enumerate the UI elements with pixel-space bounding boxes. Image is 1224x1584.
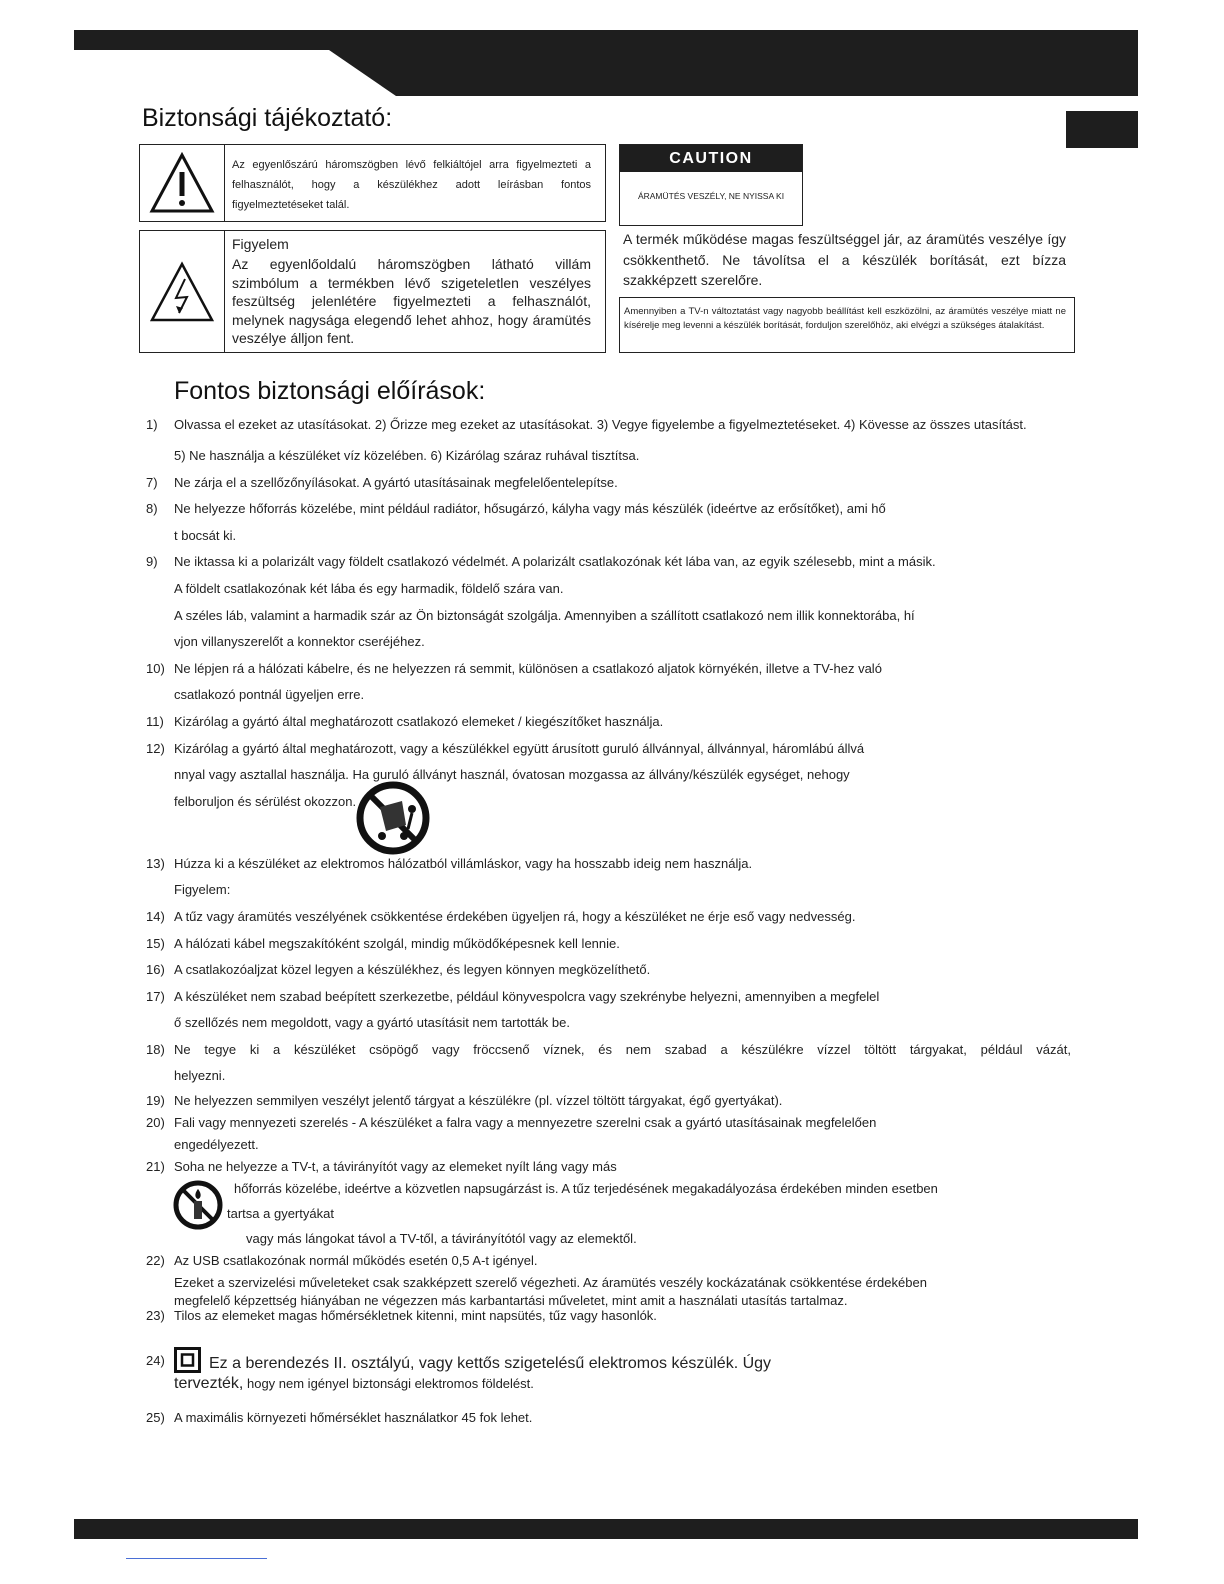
- exclamation-warning-text: Az egyenlőszárú háromszögben lévő felkiáltójel arra figyelmezteti a felhasználót, hogy a készülékhez adott leírásban fontos figyelmeztetéseket talál.: [232, 159, 591, 211]
- list-item: [146, 1250, 1071, 1272]
- item-continuation: Figyelem:: [174, 882, 231, 898]
- cart-tip-over-icon: [356, 781, 430, 855]
- high-voltage-text: A termék működése magas feszültséggel jár, az áramütés veszélye így csökkenthető. Ne távolítsa el a készülék borítását, ezt bízza szakképzett szerelőre.: [623, 231, 1066, 288]
- modification-note-text: Amennyiben a TV-n változtatást vagy nagyobb beállítást kell eszközölni, az áramütés veszélye miatt ne kísérelje meg levenni a készülék borítását, forduljon szerelőhöz, aki elvégzi a szükséges átalakítást.: [624, 306, 1066, 331]
- safety-instructions-list: [146, 416, 1071, 1432]
- item-number: 20): [146, 1115, 165, 1131]
- item-number: 19): [146, 1093, 165, 1109]
- footer-rule: [126, 1558, 267, 1559]
- item-number: 11): [146, 713, 164, 729]
- exclamation-triangle-icon: [149, 152, 215, 214]
- item-text: A tűz vagy áramütés veszélyének csökkentése érdekében ügyeljen rá, hogy a készüléket ne érje eső vagy nedvesség.: [174, 908, 856, 924]
- item-continuation: csatlakozó pontnál ügyeljen erre.: [174, 687, 365, 703]
- item-number: 14): [146, 908, 165, 924]
- exclamation-warning-box: [139, 144, 606, 222]
- item-continuation: [146, 1375, 1071, 1393]
- list-item: [146, 931, 1071, 958]
- item-text: Az USB csatlakozónak normál működés esetén 0,5 A-t igényel.: [174, 1253, 538, 1269]
- list-item: [146, 851, 1071, 878]
- section-title: Fontos biztonsági előírások:: [174, 377, 486, 405]
- list-item: [146, 1037, 1071, 1064]
- item-text: hogy nem igényel biztonsági elektromos földelést.: [246, 1376, 534, 1392]
- list-item: [146, 957, 1071, 984]
- item-text: felboruljon és sérülést okozzon.: [174, 793, 357, 809]
- list-item: [146, 418, 1071, 432]
- lightning-warning-box: [139, 230, 606, 353]
- item-number: 16): [146, 962, 165, 978]
- caution-box: [619, 144, 803, 226]
- item-continuation: vagy más lángokat távol a TV-től, a távirányítótól vagy az elemektől.: [246, 1231, 637, 1247]
- lightning-triangle-icon: [149, 261, 215, 323]
- list-item: [146, 496, 1071, 523]
- list-item: [146, 1308, 1071, 1324]
- item-continuation: engedélyezett.: [174, 1137, 259, 1153]
- item-continuation: A széles láb, valamint a harmadik szár az Ön biztonságát szolgálja. Amennyiben a szállított csatlakozó nem illik konnektorába, hí: [174, 607, 915, 623]
- list-item: [146, 736, 1071, 763]
- item-number: 8): [146, 501, 158, 517]
- list-item: [146, 1156, 1071, 1178]
- item-number: 18): [146, 1041, 165, 1057]
- item-continuation: vjon villanyszerelőt a konnektor cseréjéhez.: [174, 634, 425, 650]
- lightning-icon-cell: [140, 231, 225, 352]
- item-text: Ne helyezzen semmilyen veszélyt jelentő tárgyat a készülékre (pl. vízzel töltött tárgyakat, égő gyertyákat).: [174, 1093, 783, 1109]
- item-number: 22): [146, 1253, 165, 1269]
- list-item: [146, 709, 1071, 736]
- list-item: [146, 656, 1071, 683]
- footer-bar: [74, 1519, 1138, 1539]
- exclamation-icon-cell: [140, 145, 225, 221]
- item-continuation: ő szellőzés nem megoldott, vagy a gyártó utasításit nem tartották be.: [174, 1015, 570, 1031]
- item-number: 25): [146, 1410, 165, 1426]
- list-item: [146, 1090, 1071, 1112]
- item-number: 12): [146, 740, 165, 756]
- item-continuation: nnyal vagy asztallal használja. Ha guruló állványt használ, óvatosan mozgassa az állvány/készülék egységet, nehogy: [174, 767, 850, 783]
- item-text: hőforrás közelébe, ideértve a közvetlen napsugárzást is. A tűz terjedésének megakadályozása érdekében minden esetben: [234, 1181, 938, 1197]
- item-text: Ne iktassa ki a polarizált vagy földelt csatlakozó védelmét. A polarizált csatlakozónak két lába van, az egyik szélesebb, mint a másik.: [174, 554, 936, 570]
- item-text: Ez a berendezés II. osztályú, vagy kettős szigetelésű elektromos készülék. Úgy: [209, 1355, 772, 1373]
- item-number: 21): [146, 1159, 165, 1175]
- list-item: [146, 1405, 1071, 1432]
- item-text: tartsa a gyertyákat: [227, 1206, 334, 1222]
- lightning-warning-text: Az egyenlőoldalú háromszögben látható villám szimbólum a termékben lévő szigeteletlen veszélyes feszültség jelenlétére figyelmezteti a felhasználót, melynek nagysága elegendő lehet ahhoz, hogy áramütés veszélye álljon fent.: [232, 256, 591, 346]
- item-text: A készüléket nem szabad beépített szerkezetbe, például könyvespolcra vagy szekrénybe helyezni, amennyiben a megfelel: [174, 988, 880, 1004]
- list-item: [146, 904, 1071, 931]
- side-tab: [1066, 111, 1138, 148]
- item-number: 7): [146, 474, 158, 490]
- list-item: [146, 1112, 1071, 1134]
- item-continuation: helyezni.: [174, 1068, 226, 1084]
- item-text: Kizárólag a gyártó által meghatározott csatlakozó elemeket / kiegészítőket használja.: [174, 713, 664, 729]
- item-text: Tilos az elemeket magas hőmérsékletnek kitenni, mint napsütés, tűz vagy hasonlók.: [174, 1308, 657, 1324]
- item-number: 13): [146, 855, 165, 871]
- item-text: Húzza ki a készüléket az elektromos hálózatból villámláskor, vagy ha hosszabb ideig nem használja.: [174, 855, 753, 871]
- modification-note-box: [619, 297, 1075, 353]
- item-text: Ne zárja el a szellőzőnyílásokat. A gyártó utasításainak megfelelőentelepítse.: [174, 474, 618, 490]
- item-21-icon-block: [146, 1178, 1071, 1228]
- item-text: A hálózati kábel megszakítóként szolgál, mindig működőképesnek kell lennie.: [174, 935, 620, 951]
- item-text: Fali vagy mennyezeti szerelés - A készüléket a falra vagy a mennyezetre szerelni csak a gyártó utasításainak megfelelően: [174, 1115, 877, 1131]
- item-number: 15): [146, 935, 165, 951]
- item-text: Ne helyezze hőforrás közelébe, mint például radiátor, hősugárzó, kályha vagy más készülék (ideértve az erősítőket), ami hő: [174, 501, 886, 517]
- item-continuation: t bocsát ki.: [174, 527, 237, 543]
- caution-label: CAUTION: [620, 145, 802, 172]
- item-continuation: A földelt csatlakozónak két lába és egy harmadik, földelő szára van.: [174, 580, 564, 596]
- lightning-warning-title: Figyelem: [232, 236, 289, 252]
- list-item: [146, 549, 1071, 576]
- item-24-line: [174, 1347, 1071, 1375]
- item-number: 17): [146, 988, 165, 1004]
- item-text: Olvassa el ezeket az utasításokat. 2) Őrizze meg ezeket az utasításokat. 3) Vegye figyelembe a figyelmeztetéseket. 4) Kövesse az összes utasítást.: [174, 417, 1027, 432]
- item-continuation-with-icon: [146, 789, 1071, 843]
- item-text: A maximális környezeti hőmérséklet használatkor 45 fok lehet.: [174, 1410, 533, 1426]
- item-text: Kizárólag a gyártó által meghatározott, vagy a készülékkel együtt árusított guruló állvánnyal, állvánnyal, háromlábú állvá: [174, 740, 865, 756]
- class-ii-double-square-icon: [174, 1347, 201, 1373]
- caution-subtext: ÁRAMÜTÉS VESZÉLY, NE NYISSA KI: [637, 191, 785, 201]
- item-number: 10): [146, 660, 165, 676]
- item-text: A csatlakozóaljzat közel legyen a készülékhez, és legyen könnyen megközelíthető.: [174, 962, 651, 978]
- item-number: 23): [146, 1308, 165, 1324]
- item-continuation: megfelelő képzettség hiányában ne végezzen más karbantartási műveletet, mint amit a használati utasítás tartalmaz.: [174, 1293, 848, 1309]
- header-bar: [74, 30, 1138, 96]
- item-text: Ne lépjen rá a hálózati kábelre, és ne helyezzen rá semmit, különösen a csatlakozó aljatok környékén, illetve a TV-hez való: [174, 660, 882, 676]
- no-candle-icon: [172, 1179, 224, 1231]
- item-number: 9): [146, 554, 158, 570]
- page-title: Biztonsági tájékoztató:: [142, 104, 393, 132]
- list-compact-group: [146, 1090, 1071, 1324]
- list-item: [146, 984, 1071, 1011]
- item-continuation: 5) Ne használja a készüléket víz közelében. 6) Kizárólag száraz ruhával tisztítsa.: [174, 448, 640, 463]
- item-text: Soha ne helyezze a TV-t, a távirányítót vagy az elemeket nyílt láng vagy más: [174, 1159, 617, 1175]
- item-text: tervezték,: [174, 1375, 244, 1393]
- item-number: 24): [146, 1353, 165, 1369]
- list-item: [146, 470, 1071, 497]
- item-continuation: Ezeket a szervizelési műveleteket csak szakképzett szerelő végezheti. Az áramütés veszély kockázatának csökkentése érdekében: [174, 1275, 927, 1291]
- item-text: Ne tegye ki a készüléket csöpögő vagy fröccsenő víznek, és nem szabad a készülékre vízzel töltött tárgyakat, például vázát,: [174, 1041, 1071, 1057]
- list-item: [146, 1347, 1071, 1375]
- item-number: 1): [146, 417, 158, 432]
